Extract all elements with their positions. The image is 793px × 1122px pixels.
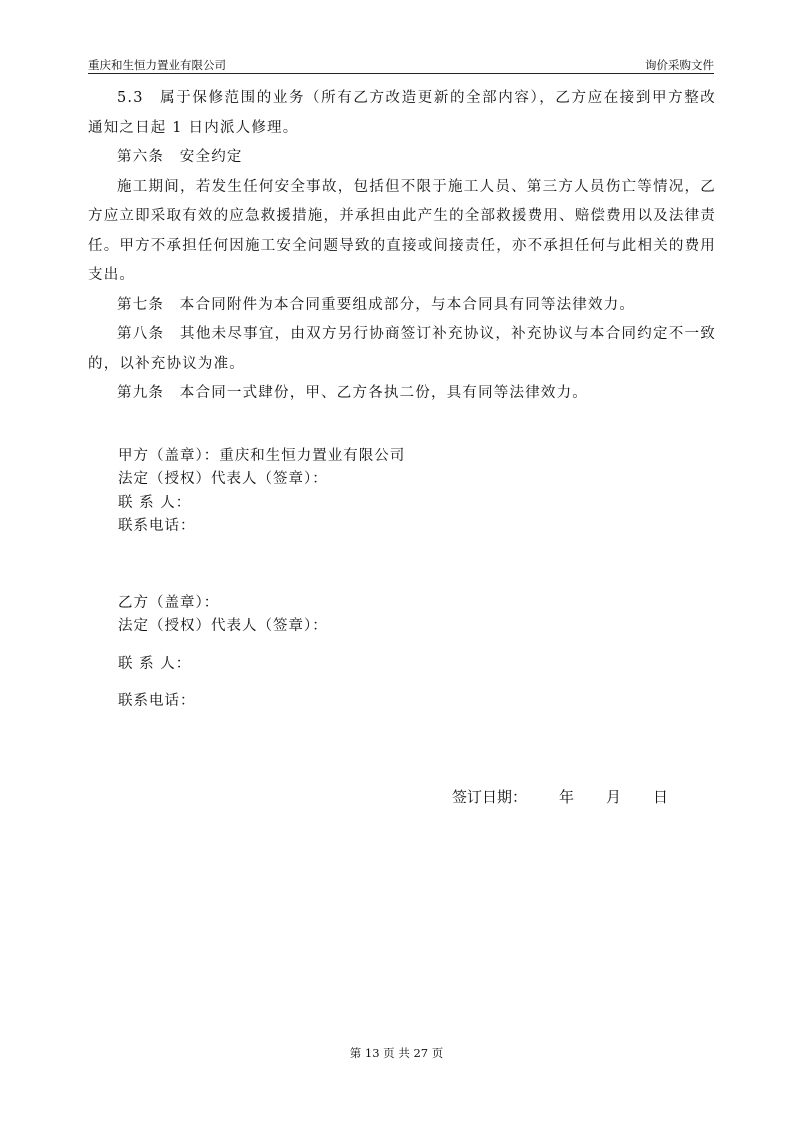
article-6-heading: 第六条 安全约定 [117,149,243,165]
party-b-seal: 乙方（盖章）： [118,595,220,611]
party-a-representative: 法定（授权）代表人（签章）： [118,471,328,488]
article-9: 第九条 本合同一式肆份，甲、乙方各执二份，具有同等法律效力。 [117,385,588,401]
party-b-contact: 联 系 人： [118,655,192,672]
party-a-signature-block [118,445,405,538]
signing-date [452,787,668,807]
clause-5-3: 5.3 属于保修范围的业务（所有乙方改造更新的全部内容），乙方应在接到甲方整改通知之日起 1 日内派人修理。 [88,90,716,136]
party-a-contact: 联 系 人： [118,494,192,511]
header-divider [88,73,714,74]
article-7: 第七条 本合同附件为本合同重要组成部分，与本合同具有同等法律效力。 [117,296,636,313]
header-document-type: 询价采购文件 [645,58,714,72]
page-header [88,57,714,73]
signing-date-label: 签订日期： [452,788,528,806]
signing-date-month: 月 [606,788,622,806]
party-a-seal: 甲方（盖章）：重庆和生恒力置业有限公司 [118,448,406,464]
signing-date-day: 日 [653,788,669,806]
article-6-text: 施工期间，若发生任何安全事故，包括但不限于施工人员、第三方人员伤亡等情况，乙方应立即采取有效的应急救援措施，并承担由此产生的全部救援费用、赔偿费用以及法律责任。甲方不承担任何因施工安全问题导致的直接或间接责任，亦不承担任何与此相关的费用支出。 [88,178,716,283]
article-8: 第八条 其他未尽事宜，由双方另行协商签订补充协议，补充协议与本合同约定不一致的，以补充协议为准。 [88,326,716,372]
signing-date-year: 年 [559,788,575,806]
header-company-name: 重庆和生恒力置业有限公司 [88,58,226,72]
party-b-representative: 法定（授权）代表人（签章）： [118,618,328,635]
party-b-signature-block [118,592,328,713]
party-a-phone: 联系电话： [118,517,196,534]
contract-body [88,84,716,409]
page-footer [0,1045,793,1061]
page-number: 第 13 页 共 27 页 [349,1046,444,1060]
party-b-phone: 联系电话： [118,692,196,709]
